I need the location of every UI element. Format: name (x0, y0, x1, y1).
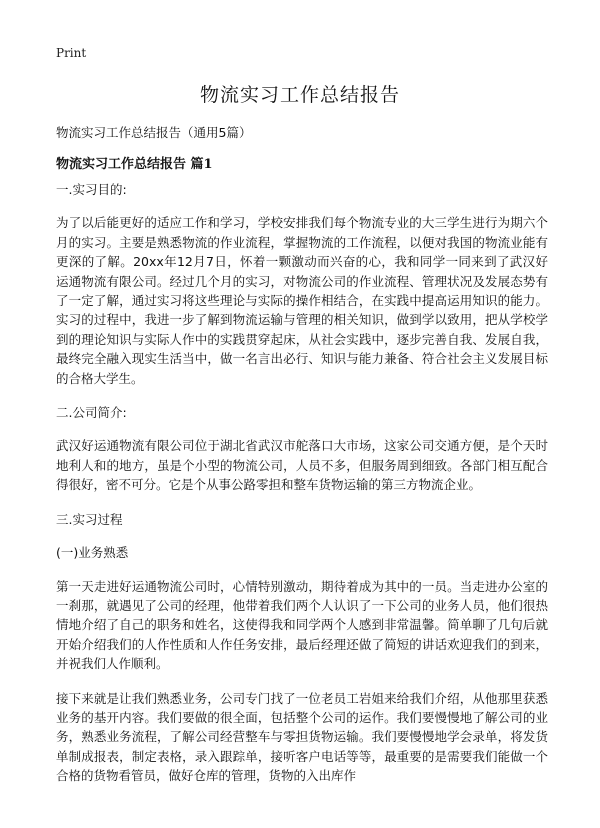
page-title: 物流实习工作总结报告 (199, 84, 400, 106)
paragraph-first-day: 第一天走进好运通物流公司时，心情特别激动，期待着成为其中的一员。当走进办公室的一刹那，就遇见了公司的经理，他带着我们两个人认识了一下公司的业务人员，他们很热情地介绍了自己的职务和姓名，这使得我和同学两个人感到非常温馨。简单聊了几句后就开始介绍我们的人作性质和人作任务安排，最后经理还做了简短的讲话欢迎我们的到来，并祝我们人作顺利。 (56, 578, 548, 672)
section-heading: 物流实习工作总结报告 篇1 (56, 157, 213, 172)
document-body (56, 180, 548, 801)
print-link[interactable]: Print (56, 46, 87, 60)
heading-company-intro: 二.公司简介: (56, 405, 127, 421)
paragraph-business-learning: 接下来就是让我们熟悉业务，公司专门找了一位老员工岩姐来给我们介绍，从他那里获悉业务的基开内容。我们要做的很全面，包括整个公司的运作。我们要慢慢地了解公司的业务，熟悉业务流程，了解公司经营整车与零担货物运输。我们要慢慢地学会录单，将发货单制成报表，制定表格，录入跟踪单，接听客户电话等等，最重要的是需要我们能做一个合格的货物看管员，做好仓库的管理，货物的入出库作 (56, 690, 548, 784)
paragraph-internship-purpose: 为了以后能更好的适应工作和学习，学校安排我们每个物流专业的大三学生进行为期六个月的实习。主要是熟悉物流的作业流程，掌握物流的工作流程，以便对我国的物流业能有更深的了解。20xx年12月7日，怀着一颗激动而兴奋的心，我和同学一同来到了武汉好运通物流有限公司。经过几个月的实习，对物流公司的作业流程、管理状况及发展态势有了一定了解，通过实习将这些理论与实际的操作相结合，在实践中提高运用知识的能力。实习的过程中，我进一步了解到物流运输与管理的相关知识，做到学以致用，把从学校学到的理论知识与实际人作中的实践贯穿起床，从社会实践中，逐步完善自我、发展自我，最终完全融入现实生活当中，做一名言出必行、知识与能力兼备、符合社会主义发展目标的合格大学生。 (56, 215, 548, 386)
document-subtitle: 物流实习工作总结报告（通用5篇） (56, 125, 252, 140)
heading-business-familiarization: (一)业务熟悉 (56, 545, 129, 561)
heading-internship-process: 三.实习过程 (56, 511, 123, 527)
heading-internship-purpose: 一.实习目的: (56, 182, 127, 197)
paragraph-company-intro: 武汉好运通物流有限公司位于湖北省武汉市舵落口大市场，这家公司交通方便，是个天时地利人和的地方，虽是个小型的物流公司，人员不多，但服务周到细致。各部门相互配合得很好，密不可分。它是个从事公路零担和整车货物运输的第三方物流企业。 (56, 438, 548, 493)
